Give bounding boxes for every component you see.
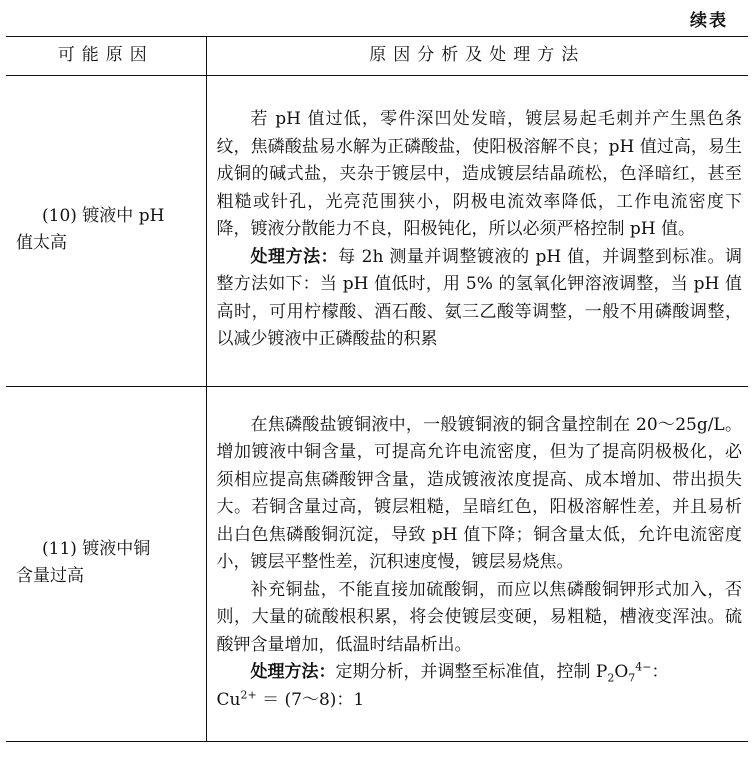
- formula-subscript-2: 2: [607, 671, 615, 685]
- plating-troubleshooting-table: [6, 36, 748, 742]
- table-row-ph-too-high: [6, 76, 748, 387]
- header-possible-cause: 可能原因: [6, 37, 206, 76]
- method-label: 处理方法：: [250, 662, 336, 683]
- formula-subscript-7: 7: [628, 671, 636, 685]
- formula-charge-4minus: 4−: [635, 660, 652, 674]
- supplement-paragraph: 补充铜盐，不能直接加硫酸铜，而应以焦磷酸铜钾形式加入，否则，大量的硫酸根积累，将会使镀层变硬，易粗糙，槽液变浑浊。硫酸钾含量增加，低温时结晶析出。: [216, 579, 742, 655]
- cause-cell: [6, 387, 206, 742]
- formula-copper: Cu: [216, 689, 241, 710]
- continued-table-label: 续表: [690, 11, 728, 31]
- cause-text-line1: (10) 镀液中 pH: [42, 205, 165, 226]
- cause-text-line2: 值太高: [16, 233, 67, 253]
- method-paragraph: [217, 659, 743, 687]
- cause-text-line2: 含量过高: [16, 566, 84, 586]
- cause-text-line1: (11) 镀液中铜: [42, 538, 151, 559]
- table-row-copper-too-high: [6, 387, 748, 742]
- header-analysis-and-method: 原因分析及处理方法: [206, 37, 748, 76]
- analysis-cell: [206, 76, 748, 387]
- method-paragraph: [217, 244, 743, 354]
- formula-oxygen: O: [614, 662, 629, 683]
- method-label: 处理方法：: [250, 246, 339, 267]
- method-text: 定期分析，并调整至标准值，控制 P: [335, 662, 608, 683]
- formula-charge-2plus: 2+: [240, 688, 257, 702]
- analysis-paragraph: 在焦磷酸盐镀铜液中，一般镀铜液的铜含量控制在 20～25g/L。增加镀液中铜含量，可提高允许电流密度，但为了提高阴极极化，必须相应提高焦磷酸钾含量，造成镀液浓度提高、成本增加、带出损失大。若铜含量过高，镀层粗糙，呈暗红色，阳极溶解性差，并且易析出白色焦磷酸铜沉淀，导致 pH 值下降；铜含量太低，允许电流密度小，镀层平整性差，沉积速度慢，镀层易烧焦。: [216, 414, 742, 573]
- formula-colon: ：: [651, 662, 669, 683]
- analysis-paragraph: 若 pH 值过低，零件深凹处发暗，镀层易起毛刺并产生黑色条纹，焦磷酸盐易水解为正磷酸盐，使阳极溶解不良；pH 值过高，易生成铜的碱式盐，夹杂于镀层中，造成镀层结晶疏松，色泽暗红，甚至粗糙或针孔，光亮范围狭小，阴极电流效率降低，工作电流密度下降，镀液分散能力不良，阳极钝化，所以必须严格控制 pH 值。: [216, 109, 742, 240]
- method-text: 每 2h 测量并调整镀液的 pH 值，并调整到标准。调整方法如下：当 pH 值低时，用 5% 的氢氧化钾溶液调整，当 pH 值高时，可用柠檬酸、酒石酸、氨三乙酸等调整，一般不用磷酸调整，以减少镀液中正磷酸盐的积累: [216, 246, 742, 350]
- analysis-cell: [206, 387, 748, 742]
- formula-ratio: ＝ (7～8)：1: [256, 689, 365, 710]
- table-header-row: [6, 37, 748, 76]
- formula-line: [217, 687, 743, 715]
- cause-cell: [6, 76, 206, 387]
